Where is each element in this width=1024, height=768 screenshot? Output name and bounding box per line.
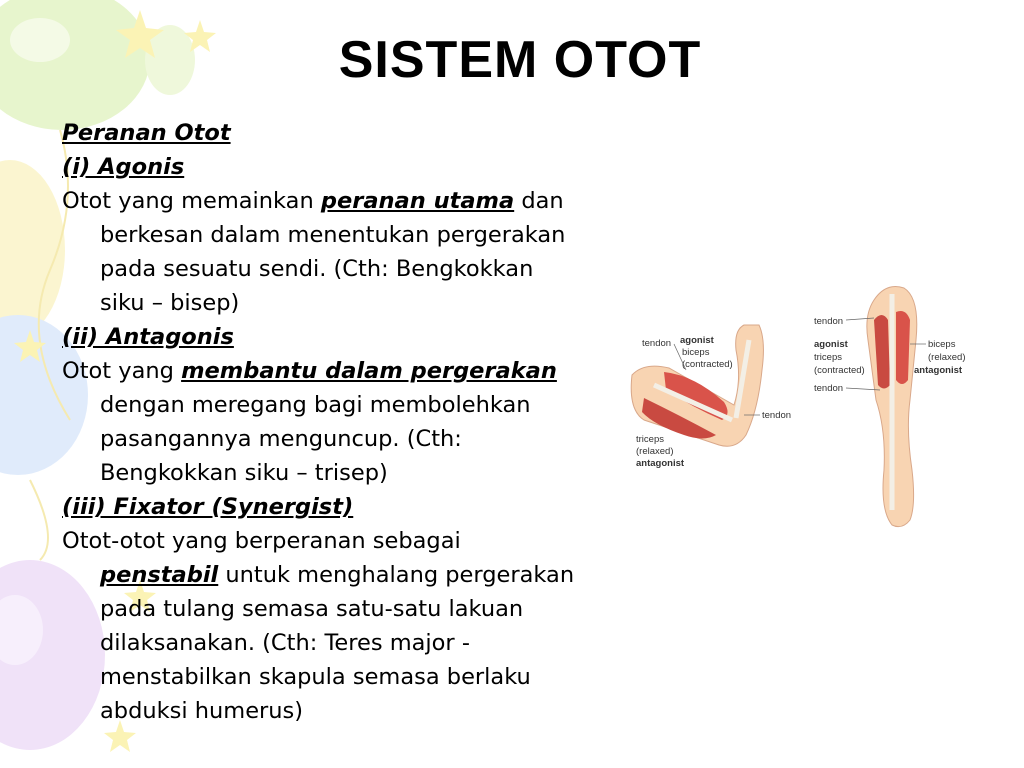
agonis-emphasis: peranan utama: [320, 188, 515, 214]
label-relaxed: (relaxed): [636, 446, 674, 457]
antagonis-line-3: pasangannya menguncup. (Cth:: [100, 426, 462, 452]
fixator-line-2: [62, 558, 632, 592]
label-agonist: agonist: [680, 335, 714, 346]
slide-title: SISTEM OTOT: [338, 31, 702, 89]
fixator-emphasis: penstabil: [100, 562, 219, 588]
fixator-line-6: abduksi humerus): [100, 698, 304, 724]
label-tendon: tendon: [762, 410, 792, 421]
label-tendon: tendon: [814, 316, 844, 327]
fixator-line-4: dilaksanakan. (Cth: Teres major -: [100, 630, 470, 656]
arm-muscle-diagram: [624, 280, 984, 535]
label-antagonist: antagonist: [914, 365, 963, 376]
label-contracted: (contracted): [682, 359, 733, 370]
slide-content: [62, 116, 632, 728]
agonis-line-1: [62, 184, 632, 218]
balloon-yellow: [0, 160, 65, 340]
agonis-line-2: berkesan dalam menentukan pergerakan: [100, 222, 566, 248]
label-antagonist: antagonist: [636, 458, 685, 469]
fixator-line-5: menstabilkan skapula semasa berlaku: [100, 664, 531, 690]
label-biceps: biceps: [928, 339, 956, 350]
label-contracted: (contracted): [814, 365, 865, 376]
fixator-line-3: pada tulang semasa satu-satu lakuan: [100, 596, 524, 622]
label-relaxed: (relaxed): [928, 352, 966, 363]
label-agonist: agonist: [814, 339, 848, 350]
antagonis-text: Otot yang: [62, 358, 182, 384]
section-heading: Peranan Otot: [62, 120, 231, 146]
agonis-text: dan: [514, 188, 564, 214]
bent-arm-illustration: [631, 325, 791, 469]
agonis-heading: (i) Agonis: [62, 154, 185, 180]
label-triceps: triceps: [636, 434, 664, 445]
fixator-line-1: Otot-otot yang berperanan sebagai: [62, 528, 461, 554]
antagonis-line-4: Bengkokkan siku – trisep): [100, 460, 388, 486]
straight-arm-illustration: [814, 287, 966, 527]
biceps-relaxed: [896, 311, 910, 384]
label-triceps: triceps: [814, 352, 842, 363]
label-tendon: tendon: [642, 338, 672, 349]
agonis-text: Otot yang memainkan: [62, 188, 321, 214]
agonis-line-3: pada sesuatu sendi. (Cth: Bengkokkan: [100, 256, 534, 282]
agonis-line-4: siku – bisep): [100, 290, 240, 316]
antagonis-heading: (ii) Antagonis: [62, 324, 234, 350]
label-biceps: biceps: [682, 347, 710, 358]
antagonis-line-2: dengan meregang bagi membolehkan: [100, 392, 531, 418]
antagonis-emphasis: membantu dalam pergerakan: [181, 358, 557, 384]
fixator-text: untuk menghalang pergerakan: [218, 562, 575, 588]
label-tendon: tendon: [814, 383, 844, 394]
fixator-heading: (iii) Fixator (Synergist): [62, 494, 354, 520]
antagonis-line-1: [62, 354, 632, 388]
